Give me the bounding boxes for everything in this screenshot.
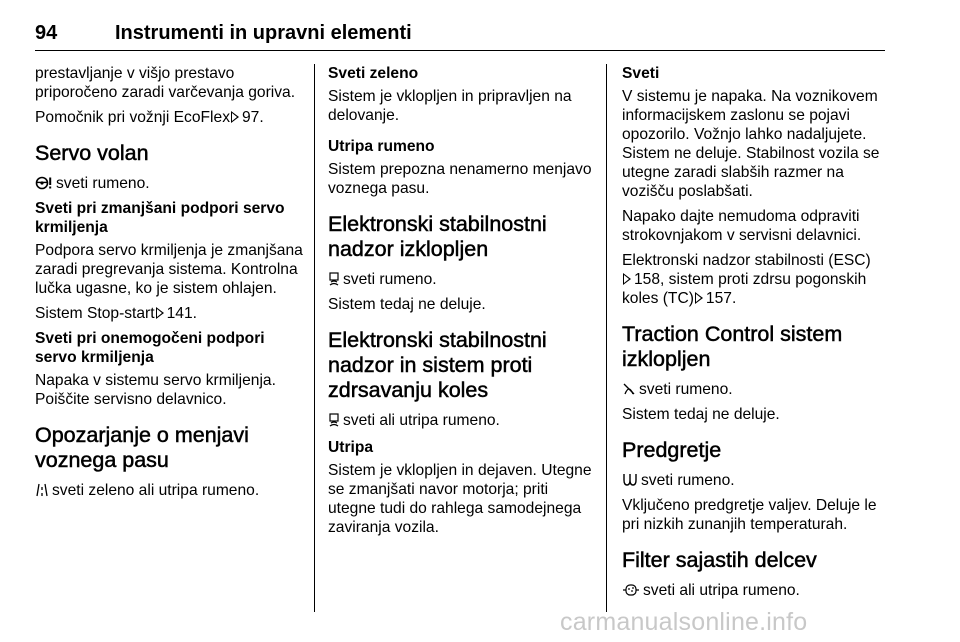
column-1 bbox=[35, 64, 305, 506]
paragraph-text: Sistem Stop-start bbox=[35, 305, 155, 322]
page-header bbox=[35, 6, 885, 46]
paragraph bbox=[622, 471, 888, 490]
paragraph bbox=[35, 304, 305, 323]
column-divider bbox=[606, 64, 607, 612]
subheading: Utripa bbox=[328, 439, 374, 456]
paragraph-text: sveti rumeno. bbox=[343, 271, 437, 288]
section-heading: Elektronski stabilnostni nadzor izklopljen bbox=[328, 212, 547, 261]
paragraph bbox=[622, 380, 888, 399]
header-rule bbox=[35, 50, 885, 51]
paragraph: Sistem tedaj ne deluje. bbox=[622, 406, 780, 423]
section-heading: Servo volan bbox=[35, 141, 149, 165]
page-ref-icon bbox=[232, 112, 239, 122]
paragraph: Napaka v sistemu servo krmiljenja. Poiščite servisno delavnico. bbox=[35, 372, 276, 408]
watermark: carmanualsonline.info bbox=[560, 608, 808, 636]
subheading: Sveti zeleno bbox=[328, 65, 419, 82]
paragraph bbox=[35, 108, 305, 127]
paragraph-text: sveti ali utripa rumeno. bbox=[343, 412, 500, 429]
paragraph bbox=[622, 251, 888, 308]
section-heading: Elektronski stabilnostni nadzor in sistem proti zdrsavanju koles bbox=[328, 328, 547, 402]
running-title: Instrumenti in upravni elementi bbox=[115, 22, 412, 44]
esc-tc-icon bbox=[328, 413, 340, 427]
section-heading: Opozarjanje o menjavi voznega pasu bbox=[35, 423, 249, 472]
column-2 bbox=[328, 64, 598, 543]
paragraph-text: Elektronski nadzor stabilnosti (ESC) bbox=[622, 252, 871, 269]
page-ref-icon bbox=[696, 293, 703, 303]
column-3 bbox=[622, 64, 888, 606]
paragraph: V sistemu je napaka. Na voznikovem informacijskem zaslonu se pojavi opozorilo. Vožnjo lahko nadaljujete. Sistem ne deluje. Stabilnost vozila se utegne zaradi slabših razmer na vozišču poslabšati. bbox=[622, 88, 880, 200]
paragraph bbox=[328, 411, 598, 430]
subheading: Utripa rumeno bbox=[328, 138, 435, 155]
paragraph: Sistem tedaj ne deluje. bbox=[328, 296, 486, 313]
paragraph-text: sveti zeleno ali utripa rumeno. bbox=[52, 482, 260, 499]
glow-plug-icon bbox=[622, 473, 638, 487]
paragraph-text: sveti rumeno. bbox=[56, 175, 150, 192]
page-ref-icon bbox=[157, 308, 164, 318]
subheading: Sveti bbox=[622, 65, 660, 82]
page-ref: 97. bbox=[242, 109, 264, 126]
paragraph: Vključeno predgretje valjev. Deluje le pri nizkih zunanjih temperaturah. bbox=[622, 497, 877, 533]
paragraph-text: sveti ali utripa rumeno. bbox=[643, 582, 800, 599]
lane-change-icon bbox=[35, 483, 49, 497]
paragraph-text: sveti rumeno. bbox=[641, 472, 735, 489]
paragraph: prestavljanje v višjo prestavo priporočeno zaradi varčevanja goriva. bbox=[35, 65, 296, 101]
page-ref: 158, sistem proti zdrsu pogonskih koles (TC) bbox=[622, 271, 867, 307]
section-heading: Predgretje bbox=[622, 438, 722, 462]
paragraph: Sistem je vklopljen in dejaven. Utegne se zmanjšati navor motorja; priti utegne tudi do rahlega samodejnega zaviranja vozila. bbox=[328, 462, 592, 536]
page-ref: 157. bbox=[705, 290, 737, 307]
paragraph bbox=[35, 481, 305, 500]
paragraph: Sistem je vklopljen in pripravljen na delovanje. bbox=[328, 88, 572, 124]
paragraph-text: sveti rumeno. bbox=[639, 381, 733, 398]
esc-off-icon bbox=[328, 272, 340, 286]
paragraph bbox=[328, 270, 598, 289]
steering-wheel-warning-icon bbox=[35, 176, 53, 190]
paragraph: Napako dajte nemudoma odpraviti strokovnjakom v servisni delavnici. bbox=[622, 208, 862, 244]
page-ref: 141. bbox=[166, 305, 197, 322]
page-number: 94 bbox=[35, 22, 58, 44]
paragraph: Sistem prepozna nenamerno menjavo voznega pasu. bbox=[328, 161, 592, 197]
paragraph: Podpora servo krmiljenja je zmanjšana zaradi pregrevanja sistema. Kontrolna lučka ugasne, ko je sistem ohlajen. bbox=[35, 242, 303, 297]
particle-filter-icon bbox=[622, 583, 640, 597]
traction-control-off-icon bbox=[622, 382, 636, 396]
page-ref-icon bbox=[624, 274, 631, 284]
paragraph bbox=[35, 174, 305, 193]
paragraph-text: Pomočnik pri vožnji EcoFlex bbox=[35, 109, 230, 126]
subheading: Sveti pri onemogočeni podpori servo krmiljenja bbox=[35, 330, 265, 366]
section-heading: Filter sajastih delcev bbox=[622, 548, 817, 572]
subheading: Sveti pri zmanjšani podpori servo krmiljenja bbox=[35, 200, 285, 236]
column-divider bbox=[314, 64, 315, 612]
paragraph bbox=[622, 581, 888, 600]
section-heading: Traction Control sistem izklopljen bbox=[622, 322, 843, 371]
